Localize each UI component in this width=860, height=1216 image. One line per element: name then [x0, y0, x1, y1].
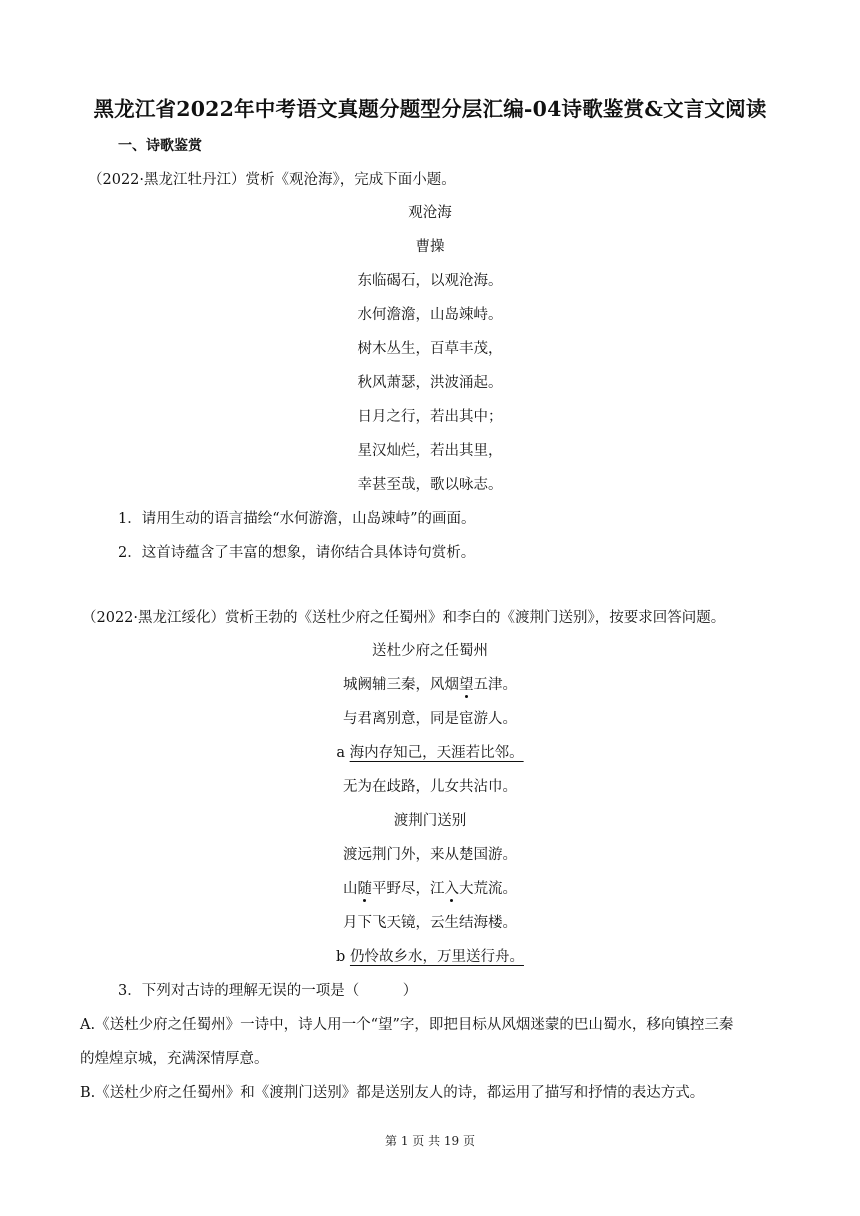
question-1: 1．请用生动的语言描绘“水何游澹，山岛竦峙”的画面。 — [118, 511, 476, 527]
option-a-line1: A.《送杜少府之任蜀州》一诗中，诗人用一个“望”字，即把目标从风烟迷蒙的巴山蜀水，移向镇控三秦 — [80, 1017, 734, 1033]
poem3-line: 渡远荆门外，来从楚国游。 — [343, 847, 517, 863]
poem1-line: 水何澹澹，山岛竦峙。 — [357, 307, 503, 323]
poem2-title: 送杜少府之任蜀州 — [372, 643, 488, 659]
poem1-line: 树木丛生，百草丰茂， — [357, 341, 503, 357]
poem2-text: 城阙辅三秦，风烟 — [343, 677, 459, 693]
poem2-line: 与君离别意，同是宦游人。 — [343, 711, 517, 727]
poem1-line: 幸甚至哉，歌以咏志。 — [357, 477, 503, 493]
document-title: 黑龙江省2022年中考语文真题分题型分层汇编-04诗歌鉴赏&文言文阅读 — [93, 97, 767, 121]
emphasis-dot-char: 随 — [357, 881, 372, 897]
poem1-line: 秋风萧瑟，洪波涌起。 — [357, 375, 503, 391]
underlined-line-b: 仍怜故乡水，万里送行舟。 — [349, 949, 524, 965]
poem3-line: 月下飞天镜，云生结海楼。 — [343, 915, 517, 931]
question-2: 2．这首诗蕴含了丰富的想象，请你结合具体诗句赏析。 — [118, 545, 476, 561]
emphasis-dot-char: 入 — [444, 881, 459, 897]
source-suihua: （2022·黑龙江绥化）赏析王勃的《送杜少府之任蜀州》和李白的《渡荆门送别》，按要求回答问题。 — [82, 610, 726, 626]
line-marker-a: a — [336, 745, 350, 761]
poem2-line: 无为在歧路，儿女共沾巾。 — [343, 779, 517, 795]
poem1-author: 曹操 — [415, 239, 445, 255]
line-marker-b: b — [336, 949, 350, 965]
page-footer: 第 1 页 共 19 页 — [385, 1134, 475, 1148]
poem3-title: 渡荆门送别 — [393, 813, 467, 829]
poem3-line — [0, 947, 860, 967]
source-mudanjiang: （2022·黑龙江牡丹江）赏析《观沧海》，完成下面小题。 — [88, 172, 456, 188]
poem3-text: 大荒流。 — [459, 881, 517, 897]
poem1-line: 星汉灿烂，若出其里， — [357, 443, 503, 459]
underlined-line-a: 海内存知己，天涯若比邻。 — [349, 745, 524, 761]
poem3-line — [0, 879, 860, 899]
emphasis-dot-char: 望 — [459, 677, 474, 693]
poem1-line: 东临碣石，以观沧海。 — [357, 273, 503, 289]
question-3: 3．下列对古诗的理解无误的一项是（ ） — [118, 983, 418, 999]
poem3-text: 山 — [343, 881, 358, 897]
poem1-title: 观沧海 — [408, 205, 452, 221]
poem2-line — [0, 743, 860, 763]
option-a-line2: 的煌煌京城，充满深情厚意。 — [80, 1051, 269, 1067]
poem1-line: 日月之行，若出其中； — [357, 409, 503, 425]
poem2-line — [0, 675, 860, 695]
poem3-text: 平野尽，江 — [372, 881, 445, 897]
section-heading-poetry: 一、诗歌鉴赏 — [118, 138, 202, 154]
option-b: B.《送杜少府之任蜀州》和《渡荆门送别》都是送别友人的诗，都运用了描写和抒情的表达方式。 — [80, 1085, 705, 1101]
poem2-text: 五津。 — [473, 677, 517, 693]
